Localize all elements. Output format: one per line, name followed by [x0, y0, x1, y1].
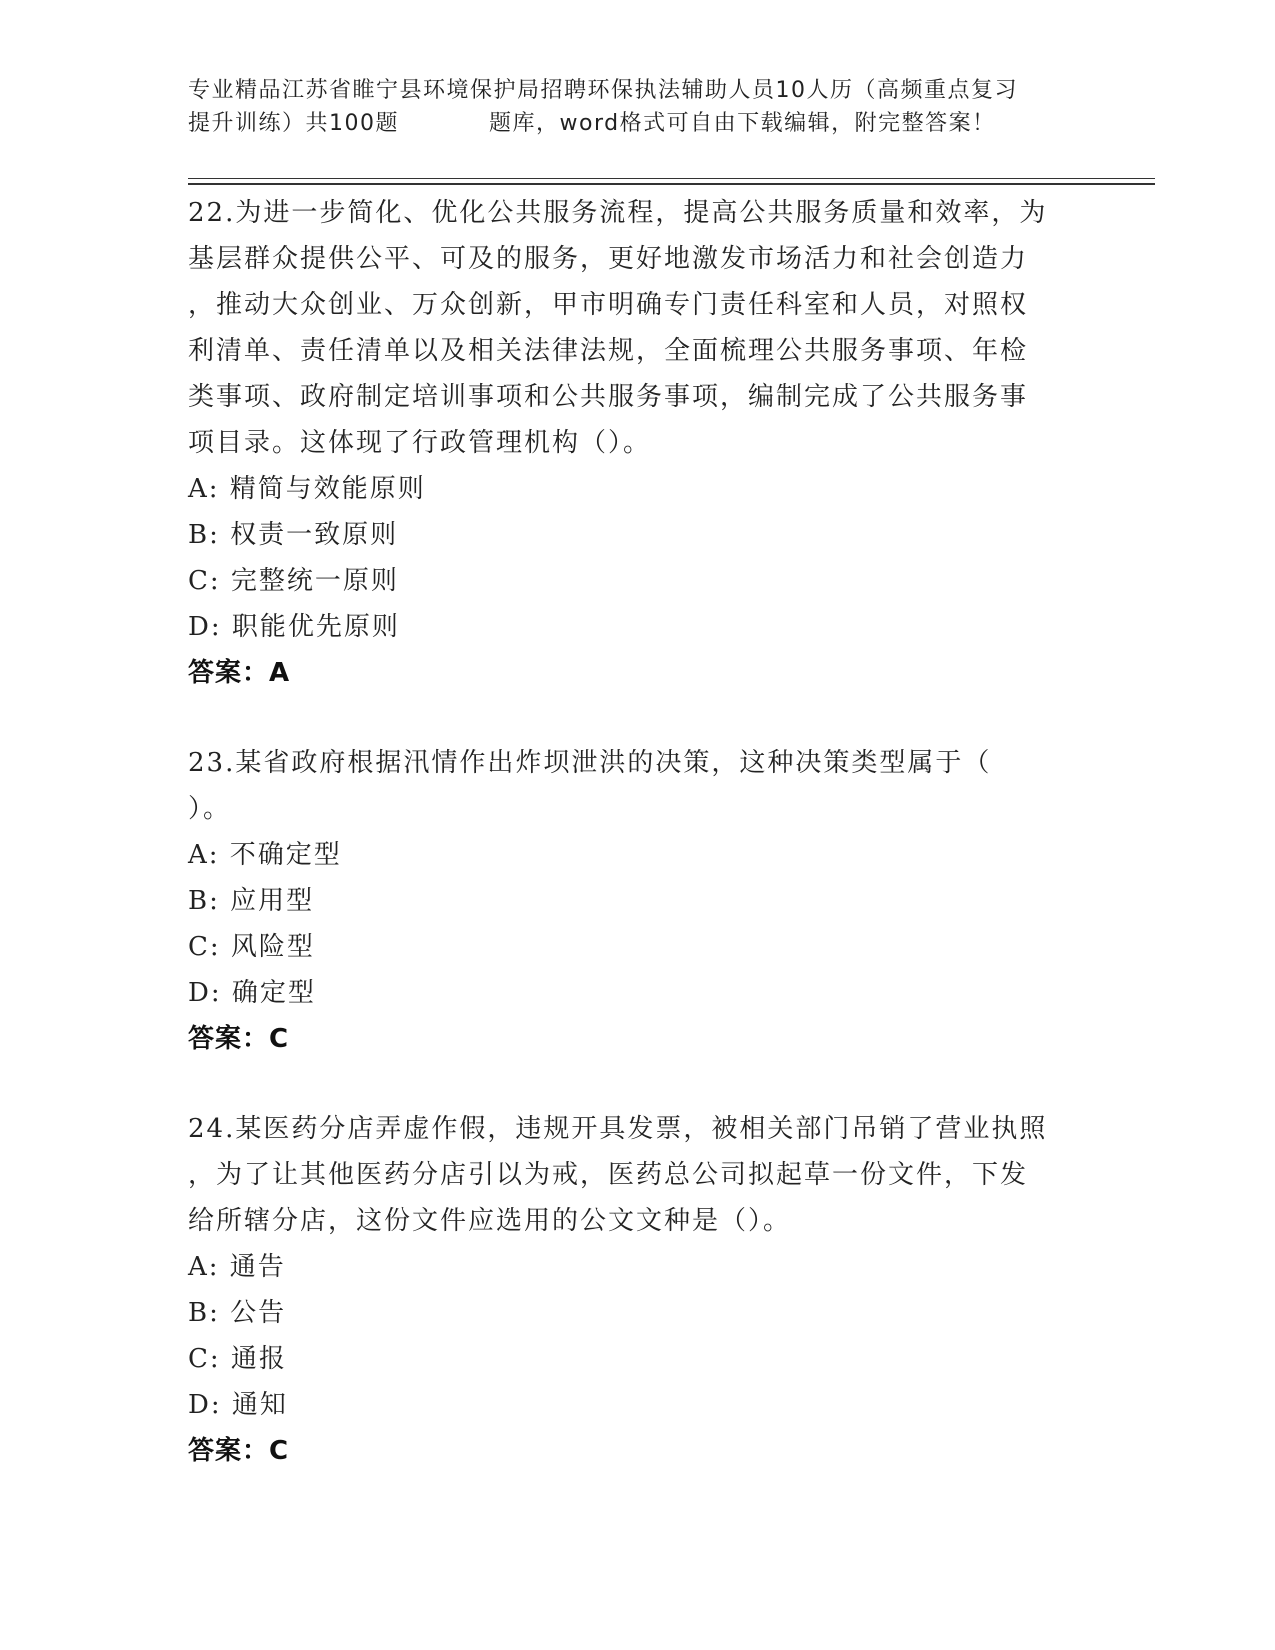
document-header: [188, 74, 1088, 140]
option-d: D: 职能优先原则: [188, 612, 400, 642]
header-line-2-left: 提升训练）共100题: [188, 111, 399, 136]
question-23: [188, 740, 1088, 1062]
question-spacer: [188, 1062, 1088, 1106]
option-a: A: 精简与效能原则: [188, 474, 426, 504]
option-b: B: 应用型: [188, 886, 315, 916]
option-b: B: 公告: [188, 1298, 287, 1328]
header-divider-thick: [188, 183, 1155, 185]
header-line-2: [188, 107, 1088, 140]
option-b: B: 权责一致原则: [188, 520, 399, 550]
question-text: 22.为进一步简化、优化公共服务流程，提高公共服务质量和效率，为 基层群众提供公平、可及的服务，更好地激发市场活力和社会创造力 ，推动大众创业、万众创新，甲市明确专门责任科室和人员，对照权 利清单、责任清单以及相关法律法规，全面梳理公共服务事项、年检 类事项、政府制定培训事项和公共服务事项，编制完成了公共服务事 项目录。这体现了行政管理机构（）。: [188, 198, 1048, 458]
header-line-2-right: 题库，word格式可自由下载编辑，附完整答案！: [489, 111, 996, 136]
question-text: 24.某医药分店弄虚作假，违规开具发票，被相关部门吊销了营业执照 ，为了让其他医药分店引以为戒，医药总公司拟起草一份文件，下发 给所辖分店，这份文件应选用的公文文种是（）。: [188, 1114, 1048, 1236]
question-spacer: [188, 696, 1088, 740]
question-24: [188, 1106, 1088, 1474]
option-d: D: 通知: [188, 1390, 288, 1420]
option-c: C: 风险型: [188, 932, 315, 962]
option-c: C: 通报: [188, 1344, 287, 1374]
question-list: [188, 190, 1088, 1474]
answer-label: 答案：C: [188, 1024, 290, 1054]
header-line-1: 专业精品江苏省睢宁县环境保护局招聘环保执法辅助人员10人历（高频重点复习: [188, 78, 1018, 103]
answer-label: 答案：C: [188, 1436, 290, 1466]
header-divider-thin: [188, 178, 1155, 179]
option-a: A: 通告: [188, 1252, 286, 1282]
answer-label: 答案：A: [188, 658, 291, 688]
question-text: 23.某省政府根据汛情作出炸坝泄洪的决策，这种决策类型属于（ ）。: [188, 748, 992, 824]
option-c: C: 完整统一原则: [188, 566, 399, 596]
option-d: D: 确定型: [188, 978, 316, 1008]
option-a: A: 不确定型: [188, 840, 342, 870]
question-22: [188, 190, 1088, 696]
